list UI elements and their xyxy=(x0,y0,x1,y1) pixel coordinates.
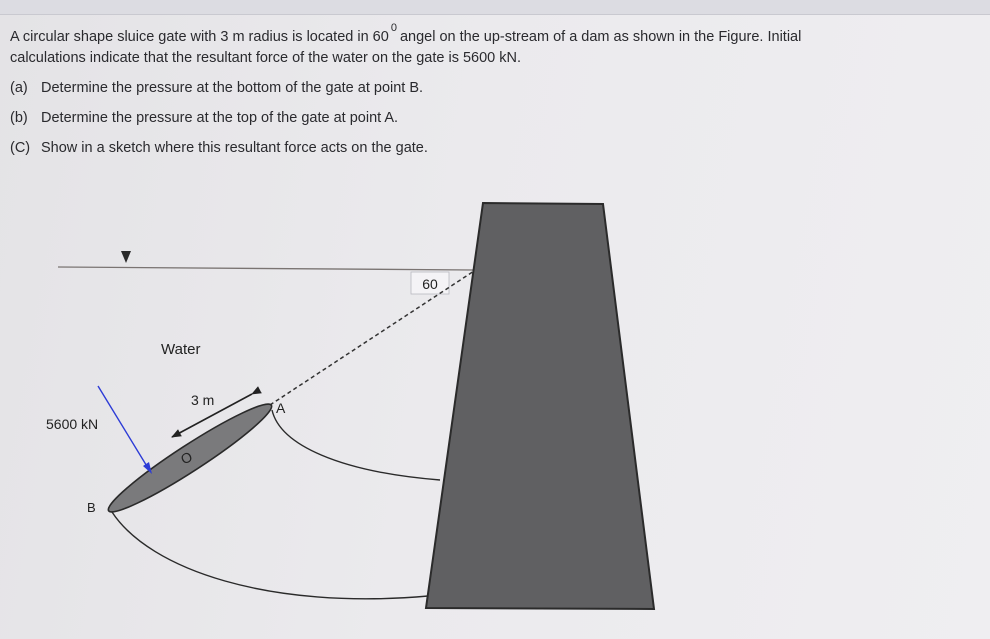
resultant-force-arrow xyxy=(98,386,148,468)
dashed-incline-line xyxy=(270,271,474,405)
gate-arc-upper xyxy=(272,410,440,480)
angle-label: 60 xyxy=(422,276,438,292)
force-label: 5600 kN xyxy=(46,416,99,432)
problem-text-1b: angel on the up-stream of a dam as shown in the Figure. Initial xyxy=(399,29,802,45)
water-level-icon xyxy=(121,251,131,263)
question-c-text: Show in a sketch where this resultant force acts on the gate. xyxy=(41,140,428,156)
point-a-label: A xyxy=(276,400,286,416)
gate-arc-lower xyxy=(112,512,428,599)
problem-text-1a: A circular shape sluice gate with 3 m radius is located in 60 xyxy=(10,29,389,45)
dam-body xyxy=(426,203,654,609)
problem-line-2: calculations indicate that the resultant force of the water on the gate is 5600 kN. xyxy=(10,50,522,66)
degree-superscript: 0 xyxy=(390,22,397,34)
question-b-text: Determine the pressure at the top of the gate at point A. xyxy=(41,110,399,126)
water-label: Water xyxy=(161,341,201,358)
question-c-label: (C) xyxy=(10,140,31,156)
question-a-label: (a) xyxy=(10,80,28,96)
radius-label: 3 m xyxy=(191,392,215,408)
question-b-label: (b) xyxy=(10,110,28,126)
question-a-text: Determine the pressure at the bottom of the gate at point B. xyxy=(41,80,424,96)
point-b-label: B xyxy=(87,500,96,515)
water-surface-line xyxy=(58,267,474,270)
gate-center-label: O xyxy=(178,448,195,468)
